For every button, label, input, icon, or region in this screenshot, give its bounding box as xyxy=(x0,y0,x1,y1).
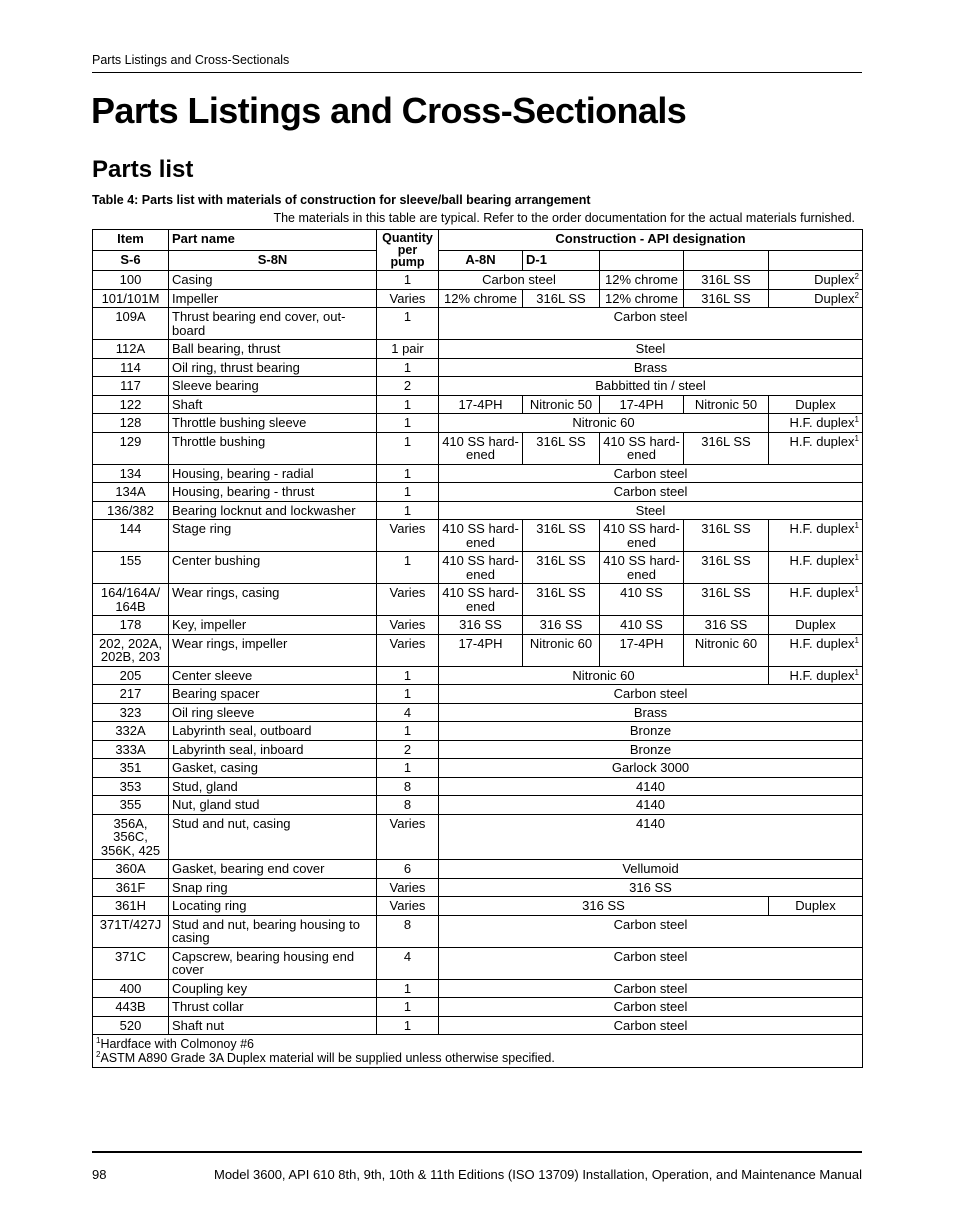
material-cell: 4140 xyxy=(439,814,863,860)
part-name-cell: Oil ring, thrust bearing xyxy=(169,358,377,377)
part-name-cell: Labyrinth seal, inboard xyxy=(169,740,377,759)
material-cell: Nitronic 60 xyxy=(439,414,769,433)
material-cell: 316L SS xyxy=(684,289,769,308)
material-cell: Nitronic 60 xyxy=(439,666,769,685)
footnote-mark: 1 xyxy=(854,667,859,677)
part-name-cell: Bearing locknut and lockwasher xyxy=(169,501,377,520)
table-row xyxy=(93,584,863,616)
material-header-empty xyxy=(600,250,684,271)
footnote-mark: 1 xyxy=(854,415,859,424)
item-number-cell: 129 xyxy=(93,432,169,464)
part-name-cell: Nut, gland stud xyxy=(169,796,377,815)
quantity-cell: Varies xyxy=(377,616,439,635)
item-number-cell: 400 xyxy=(93,979,169,998)
quantity-cell: Varies xyxy=(377,584,439,616)
parts-table-body xyxy=(93,271,863,1035)
quantity-cell: 6 xyxy=(377,860,439,879)
material-cell: Brass xyxy=(439,703,863,722)
table-row xyxy=(93,340,863,359)
material-cell: 316L SS xyxy=(523,584,600,616)
material-cell: 316L SS xyxy=(523,520,600,552)
quantity-cell: 4 xyxy=(377,703,439,722)
table-header-row xyxy=(93,230,863,251)
material-cell: 316 SS xyxy=(523,616,600,635)
table-row xyxy=(93,685,863,704)
item-number-cell: 360A xyxy=(93,860,169,879)
quantity-header: Quantity per pump xyxy=(377,230,439,271)
part-name-cell: Shaft nut xyxy=(169,1016,377,1035)
quantity-cell: 1 xyxy=(377,998,439,1017)
part-name-cell: Ball bearing, thrust xyxy=(169,340,377,359)
material-cell: 316 SS xyxy=(684,616,769,635)
part-name-header: Part name xyxy=(169,230,377,251)
table-row xyxy=(93,616,863,635)
material-cell: 17-4PH xyxy=(439,634,523,666)
material-cell: Carbon steel xyxy=(439,1016,863,1035)
quantity-cell: Varies xyxy=(377,289,439,308)
parts-table xyxy=(92,229,863,1068)
material-cell: 316L SS xyxy=(523,432,600,464)
material-cell: 410 SS hard-ened xyxy=(439,432,523,464)
part-name-cell: Impeller xyxy=(169,289,377,308)
table-row xyxy=(93,722,863,741)
footnote-mark: 1 xyxy=(854,635,859,645)
item-number-cell: 205 xyxy=(93,666,169,685)
quantity-cell: 1 xyxy=(377,464,439,483)
quantity-cell: 1 xyxy=(377,552,439,584)
material-cell: 17-4PH xyxy=(600,634,684,666)
item-number-cell: 371T/427J xyxy=(93,915,169,947)
part-name-cell: Gasket, bearing end cover xyxy=(169,860,377,879)
table-row xyxy=(93,501,863,520)
footnotes xyxy=(93,1035,863,1068)
part-name-cell: Housing, bearing - thrust xyxy=(169,483,377,502)
material-cell: Duplex xyxy=(769,395,863,414)
material-cell: Bronze xyxy=(439,740,863,759)
material-cell: 17-4PH xyxy=(439,395,523,414)
table-row xyxy=(93,552,863,584)
quantity-cell: 4 xyxy=(377,947,439,979)
table-row xyxy=(93,634,863,666)
quantity-cell: 1 xyxy=(377,483,439,502)
material-cell: H.F. duplex$^1$ xyxy=(769,520,863,552)
part-name-cell: Throttle bushing xyxy=(169,432,377,464)
item-number-cell: 101/101M xyxy=(93,289,169,308)
quantity-cell: 1 xyxy=(377,722,439,741)
table-row xyxy=(93,432,863,464)
material-header-row xyxy=(93,250,863,271)
material-cell: 316L SS xyxy=(523,289,600,308)
table-row xyxy=(93,860,863,879)
quantity-cell: 2 xyxy=(377,740,439,759)
table-row xyxy=(93,271,863,290)
table-note: The materials in this table are typical. Refer to the order documentation for the actual materials furnished. xyxy=(273,211,855,225)
footnote: $^2$ASTM A890 Grade 3A Duplex material will be supplied unless otherwise specified. xyxy=(96,1050,555,1065)
material-cell: 410 SS hard-ened xyxy=(439,584,523,616)
item-number-cell: 122 xyxy=(93,395,169,414)
manual-title: Model 3600, API 610 8th, 9th, 10th & 11th Editions (ISO 13709) Installation, Operation, and Maintenance Manual xyxy=(213,1167,862,1182)
footnote-mark: 1 xyxy=(854,433,859,443)
item-number-cell: 333A xyxy=(93,740,169,759)
material-cell: 316 SS xyxy=(439,897,769,916)
item-number-cell: 164/164A/ 164B xyxy=(93,584,169,616)
footnote-mark: 1 xyxy=(854,585,859,594)
item-number-cell: 178 xyxy=(93,616,169,635)
part-name-cell: Key, impeller xyxy=(169,616,377,635)
quantity-cell: 1 pair xyxy=(377,340,439,359)
quantity-cell: 1 xyxy=(377,271,439,290)
quantity-cell: 1 xyxy=(377,414,439,433)
quantity-cell: 1 xyxy=(377,685,439,704)
part-name-cell: Oil ring sleeve xyxy=(169,703,377,722)
table-row xyxy=(93,464,863,483)
material-cell: 316L SS xyxy=(684,552,769,584)
item-number-cell: 202, 202A, 202B, 203 xyxy=(93,634,169,666)
material-cell: Carbon steel xyxy=(439,998,863,1017)
material-cell: Carbon steel xyxy=(439,271,600,290)
quantity-cell: 1 xyxy=(377,759,439,778)
table-row xyxy=(93,308,863,340)
material-cell: H.F. duplex$^1$ xyxy=(769,584,863,616)
part-name-cell: Shaft xyxy=(169,395,377,414)
material-cell: H.F. duplex$^1$ xyxy=(769,432,863,464)
material-cell: Duplex xyxy=(769,897,863,916)
quantity-cell: 1 xyxy=(377,358,439,377)
material-cell: Babbitted tin / steel xyxy=(439,377,863,396)
item-number-cell: 136/382 xyxy=(93,501,169,520)
table-row xyxy=(93,998,863,1017)
material-cell: Nitronic 60 xyxy=(523,634,600,666)
material-cell: Carbon steel xyxy=(439,947,863,979)
table-row xyxy=(93,947,863,979)
material-cell: 17-4PH xyxy=(600,395,684,414)
material-cell: Carbon steel xyxy=(439,979,863,998)
quantity-cell: Varies xyxy=(377,814,439,860)
part-name-cell: Wear rings, impeller xyxy=(169,634,377,666)
item-number-cell: 332A xyxy=(93,722,169,741)
table-row xyxy=(93,703,863,722)
quantity-cell: Varies xyxy=(377,520,439,552)
footnotes-row xyxy=(93,1035,863,1068)
material-header: S-8N xyxy=(169,250,377,271)
material-cell: Duplex$^2$ xyxy=(769,271,863,290)
table-row xyxy=(93,740,863,759)
part-name-cell: Bearing spacer xyxy=(169,685,377,704)
table-row xyxy=(93,666,863,685)
material-cell: 316L SS xyxy=(684,520,769,552)
part-name-cell: Throttle bushing sleeve xyxy=(169,414,377,433)
item-number-cell: 155 xyxy=(93,552,169,584)
material-cell: Steel xyxy=(439,501,863,520)
table-row xyxy=(93,777,863,796)
table-row xyxy=(93,759,863,778)
material-cell: Carbon steel xyxy=(439,483,863,502)
table-row xyxy=(93,289,863,308)
quantity-cell: 8 xyxy=(377,796,439,815)
item-number-cell: 361H xyxy=(93,897,169,916)
material-cell: 316 SS xyxy=(439,878,863,897)
material-cell: Duplex xyxy=(769,616,863,635)
material-cell: Carbon steel xyxy=(439,308,863,340)
material-cell: H.F. duplex$^1$ xyxy=(769,634,863,666)
quantity-cell: 8 xyxy=(377,777,439,796)
quantity-cell: 1 xyxy=(377,501,439,520)
material-cell: Vellumoid xyxy=(439,860,863,879)
material-cell: 410 SS hard-ened xyxy=(600,552,684,584)
item-number-cell: 353 xyxy=(93,777,169,796)
material-cell: 12% chrome xyxy=(600,289,684,308)
item-number-cell: 356A, 356C, 356K, 425 xyxy=(93,814,169,860)
part-name-cell: Casing xyxy=(169,271,377,290)
part-name-cell: Thrust collar xyxy=(169,998,377,1017)
quantity-cell: Varies xyxy=(377,634,439,666)
quantity-cell: 1 xyxy=(377,979,439,998)
part-name-cell: Stud and nut, bearing housing to casing xyxy=(169,915,377,947)
item-number-cell: 100 xyxy=(93,271,169,290)
section-title: Parts list xyxy=(92,156,194,183)
table-row xyxy=(93,878,863,897)
item-number-cell: 351 xyxy=(93,759,169,778)
footnote: $^1$Hardface with Colmonoy #6 xyxy=(96,1036,254,1051)
quantity-cell: 1 xyxy=(377,395,439,414)
table-row xyxy=(93,395,863,414)
material-cell: 4140 xyxy=(439,796,863,815)
material-cell: 410 SS xyxy=(600,616,684,635)
quantity-cell: 1 xyxy=(377,308,439,340)
material-header: S-6 xyxy=(93,250,169,271)
item-header: Item xyxy=(93,230,169,251)
material-cell: 12% chrome xyxy=(600,271,684,290)
part-name-cell: Gasket, casing xyxy=(169,759,377,778)
material-cell: 316 SS xyxy=(439,616,523,635)
page-number: 98 xyxy=(92,1167,107,1182)
material-cell: Steel xyxy=(439,340,863,359)
table-caption: Table 4: Parts list with materials of construction for sleeve/ball bearing arrangement xyxy=(92,193,591,207)
material-header: D-1 xyxy=(523,250,600,271)
material-header-empty xyxy=(684,250,769,271)
part-name-cell: Housing, bearing - radial xyxy=(169,464,377,483)
material-cell: Bronze xyxy=(439,722,863,741)
material-cell: 410 SS hard-ened xyxy=(439,520,523,552)
material-cell: H.F. duplex$^1$ xyxy=(769,666,863,685)
table-row xyxy=(93,358,863,377)
material-cell: 4140 xyxy=(439,777,863,796)
material-header: A-8N xyxy=(439,250,523,271)
footer-rule xyxy=(92,1151,862,1153)
material-cell: 410 SS hard-ened xyxy=(600,432,684,464)
footnote-mark: 1 xyxy=(854,521,859,530)
footnote-mark: 1 xyxy=(854,553,859,562)
item-number-cell: 323 xyxy=(93,703,169,722)
item-number-cell: 361F xyxy=(93,878,169,897)
part-name-cell: Center bushing xyxy=(169,552,377,584)
item-number-cell: 128 xyxy=(93,414,169,433)
part-name-cell: Locating ring xyxy=(169,897,377,916)
part-name-cell: Stud and nut, casing xyxy=(169,814,377,860)
table-row xyxy=(93,414,863,433)
item-number-cell: 144 xyxy=(93,520,169,552)
part-name-cell: Sleeve bearing xyxy=(169,377,377,396)
table-row xyxy=(93,377,863,396)
part-name-cell: Wear rings, casing xyxy=(169,584,377,616)
quantity-cell: Varies xyxy=(377,878,439,897)
item-number-cell: 355 xyxy=(93,796,169,815)
table-row xyxy=(93,915,863,947)
part-name-cell: Stage ring xyxy=(169,520,377,552)
running-header: Parts Listings and Cross-Sectionals xyxy=(92,53,862,73)
material-cell: Carbon steel xyxy=(439,464,863,483)
quantity-cell: 1 xyxy=(377,1016,439,1035)
material-cell: 316L SS xyxy=(523,552,600,584)
material-cell: Carbon steel xyxy=(439,915,863,947)
material-cell: Nitronic 50 xyxy=(684,395,769,414)
part-name-cell: Thrust bearing end cover, out-board xyxy=(169,308,377,340)
item-number-cell: 443B xyxy=(93,998,169,1017)
item-number-cell: 112A xyxy=(93,340,169,359)
footnote-mark: 2 xyxy=(854,272,859,281)
material-cell: Nitronic 50 xyxy=(523,395,600,414)
material-cell: 316L SS xyxy=(684,432,769,464)
material-cell: 12% chrome xyxy=(439,289,523,308)
item-number-cell: 114 xyxy=(93,358,169,377)
material-cell: 410 SS hard-ened xyxy=(439,552,523,584)
material-cell: H.F. duplex$^1$ xyxy=(769,414,863,433)
item-number-cell: 134 xyxy=(93,464,169,483)
quantity-cell: 8 xyxy=(377,915,439,947)
part-name-cell: Capscrew, bearing housing end cover xyxy=(169,947,377,979)
material-cell: H.F. duplex$^1$ xyxy=(769,552,863,584)
table-row xyxy=(93,520,863,552)
material-cell: Nitronic 60 xyxy=(684,634,769,666)
item-number-cell: 217 xyxy=(93,685,169,704)
table-row xyxy=(93,796,863,815)
material-cell: Garlock 3000 xyxy=(439,759,863,778)
quantity-cell: 1 xyxy=(377,666,439,685)
table-row xyxy=(93,483,863,502)
item-number-cell: 109A xyxy=(93,308,169,340)
material-cell: 316L SS xyxy=(684,584,769,616)
table-row xyxy=(93,1016,863,1035)
material-cell: 316L SS xyxy=(684,271,769,290)
material-cell: Carbon steel xyxy=(439,685,863,704)
material-cell: Brass xyxy=(439,358,863,377)
part-name-cell: Labyrinth seal, outboard xyxy=(169,722,377,741)
table-row xyxy=(93,897,863,916)
material-cell: 410 SS xyxy=(600,584,684,616)
part-name-cell: Center sleeve xyxy=(169,666,377,685)
table-row xyxy=(93,979,863,998)
item-number-cell: 117 xyxy=(93,377,169,396)
item-number-cell: 134A xyxy=(93,483,169,502)
construction-header: Construction - API designation xyxy=(439,230,863,251)
item-number-cell: 371C xyxy=(93,947,169,979)
material-header-empty xyxy=(769,250,863,271)
part-name-cell: Coupling key xyxy=(169,979,377,998)
page-title: Parts Listings and Cross-Sectionals xyxy=(91,90,687,131)
table-row xyxy=(93,814,863,860)
material-cell: 410 SS hard-ened xyxy=(600,520,684,552)
part-name-cell: Snap ring xyxy=(169,878,377,897)
footnote-mark: 2 xyxy=(854,290,859,300)
quantity-cell: Varies xyxy=(377,897,439,916)
item-number-cell: 520 xyxy=(93,1016,169,1035)
quantity-cell: 1 xyxy=(377,432,439,464)
part-name-cell: Stud, gland xyxy=(169,777,377,796)
material-cell: Duplex$^2$ xyxy=(769,289,863,308)
quantity-cell: 2 xyxy=(377,377,439,396)
